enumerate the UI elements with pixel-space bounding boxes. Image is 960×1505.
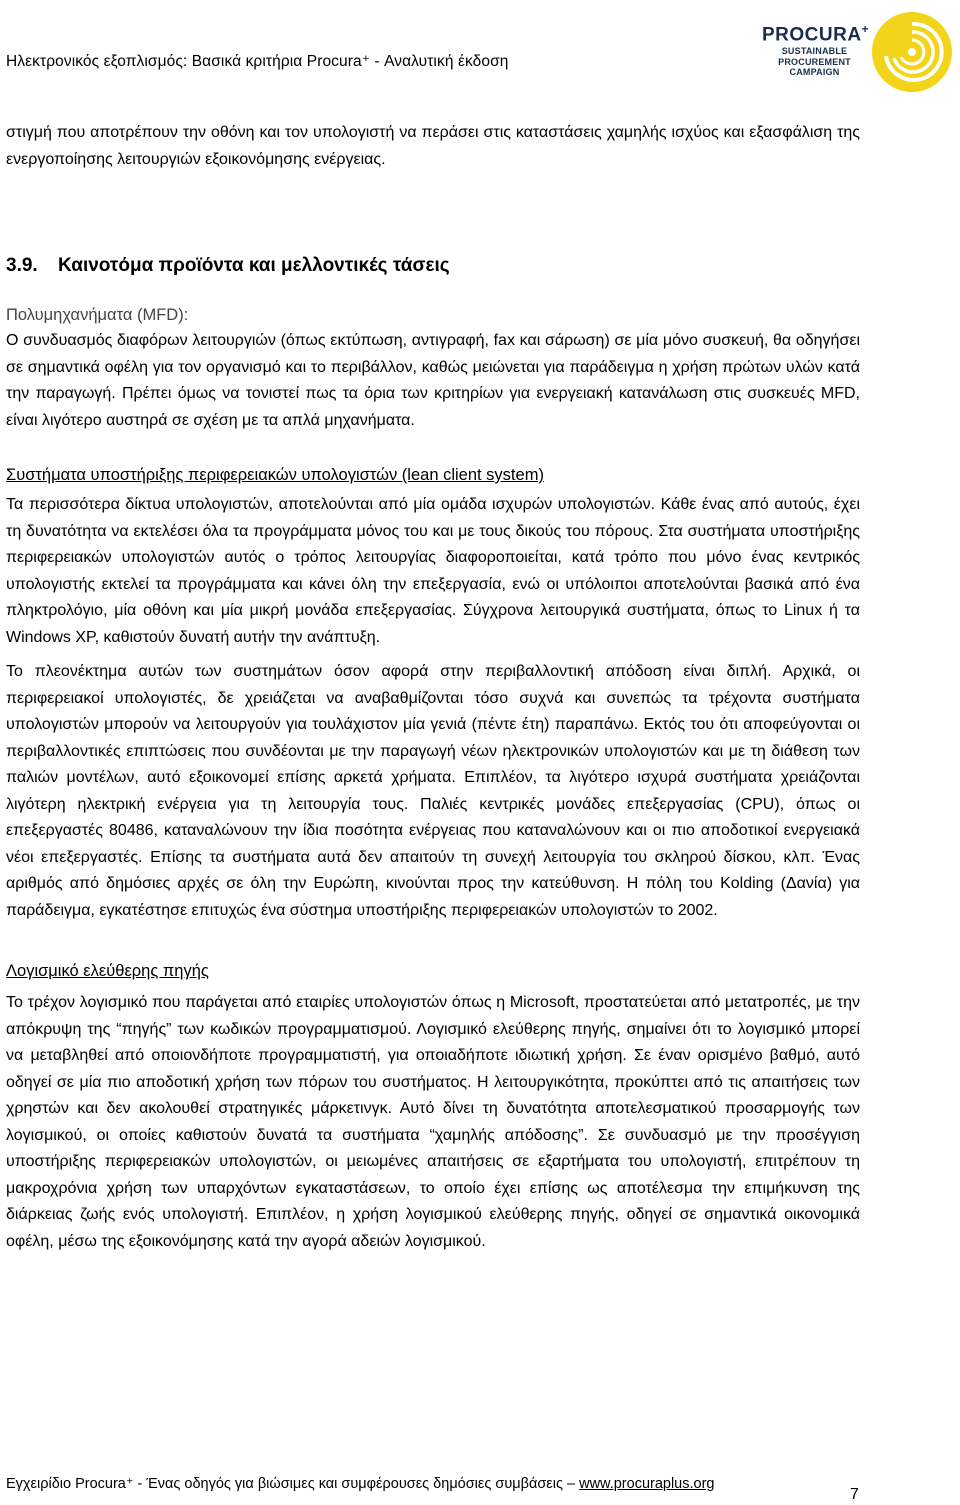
logo-line-2: PROCUREMENT — [778, 56, 851, 67]
logo-line-3: CAMPAIGN — [789, 67, 840, 78]
footer-url[interactable]: www.procuraplus.org — [579, 1476, 715, 1492]
footer-text: Εγχειρίδιο Procura⁺ - Ένας οδηγός για βιώσιμες και συμφέρουσες δημόσιες συμβάσεις – — [6, 1476, 576, 1492]
page-number: 7 — [850, 1486, 859, 1503]
logo-text — [762, 22, 870, 78]
running-footer — [6, 1476, 715, 1492]
sun-spiral-icon — [870, 10, 954, 94]
lean-client-paragraph-1: Τα περισσότερα δίκτυα υπολογιστών, αποτελούνται από μία ομάδα ισχυρών υπολογιστών. Κάθε ένας από αυτούς, έχει τη δυνατότητα να εκτελέσει όλα τα προγράμματα μόνος του και με τους δικούς του πόρους. Στα συστήματα υποστήριξης περιφερειακών υπολογιστών αυτός ο τρόπος λειτουργίας διαφοροποιείται, κατά τρόπο που μόνο ένας κεντρικός υπολογιστής εκτελεί τα προγράμματα και κάνει όλη την επεξεργασία, ενώ οι υπόλοιποι αποτελούνται βασικά από ένα πληκτρολόγιο, μία οθόνη και μία μικρή μονάδα επεξεργασίας. Σύγχρονα λειτουργικά συστήματα, όπως το Linux ή τα Windows XP, καθιστούν δυνατή αυτήν την ανάπτυξη. — [6, 496, 860, 646]
open-source-heading: Λογισμικό ελεύθερης πηγής — [6, 962, 209, 980]
procura-logo — [762, 10, 954, 94]
logo-line-1: SUSTAINABLE — [781, 46, 848, 57]
mfd-paragraph: Ο συνδυασμός διαφόρων λειτουργιών (όπως εκτύπωση, αντιγραφή, fax και σάρωση) σε μία μόνο συσκευή, θα οδηγήσει σε σημαντικά οφέλη για τον οργανισμό και το περιβάλλον, καθώς μειώνεται για παράδειγμα η χρήση πρώτων υλών κατά την παραγωγή. Πρέπει όμως να τονιστεί πως τα όρια των κριτηρίων για ενεργειακή κατανάλωση στις συσκευές MFD, είναι λιγότερο αυστηρά σε σχέση με τα απλά μηχανήματα. — [6, 332, 860, 429]
section-title: Καινοτόμα προϊόντα και μελλοντικές τάσεις — [58, 255, 450, 276]
section-heading — [6, 253, 860, 279]
logo-brand: PROCURA+ — [762, 22, 870, 46]
running-header: Ηλεκτρονικός εξοπλισμός: Βασικά κριτήρια Procura⁺ - Αναλυτική έκδοση — [6, 53, 509, 70]
page-content — [6, 120, 860, 1255]
intro-paragraph: στιγμή που αποτρέπουν την οθόνη και τον υπολογιστή να περάσει στις καταστάσεις χαμηλής ισχύος και εξασφάλιση της ενεργοποίησης λειτουργιών εξοικονόμησης ενέργειας. — [6, 124, 860, 168]
lean-client-heading: Συστήματα υποστήριξης περιφερειακών υπολογιστών (lean client system) — [6, 466, 544, 484]
mfd-heading: Πολυμηχανήματα (MFD): — [6, 306, 189, 324]
open-source-paragraph: Το τρέχον λογισμικό που παράγεται από εταιρίες υπολογιστών όπως η Microsoft, προστατεύεται από μετατροπές, με την απόκρυψη της “πηγής” των κωδικών προγραμματισμού. Λογισμικό ελεύθερης πηγής, σημαίνει ότι το λογισμικό μπορεί να μεταβληθεί από οποιονδήποτε προγραμματιστή, για οποιαδήποτε ιδιωτική χρήση. Σε έναν ορισμένο βαθμό, αυτό οδηγεί σε μία πιο αποδοτική χρήση των πόρων του συστήματος. Η λειτουργικότητα, προκύπτει από τις απαιτήσεις των χρηστών και δεν ακολουθεί στρατηγικές μάρκετινγκ. Αυτό δίνει τη δυνατότητα αποτελεσματικού προσαρμογής των λογισμικού, οι οποίες καθιστούν δυνατά τα συστήματα “χαμηλής απόδοσης”. Σε συνδυασμό με την προσέγγιση υποστήριξης περιφερειακών υπολογιστών, οι μειωμένες απαιτήσεις σε εξαρτήματα του υπολογιστή, επιτρέπουν τη μακροχρόνια χρήση των υπαρχόντων εγκαταστάσεων, το οποίο έχει επίσης ως αποτέλεσμα την επιμήκυνση της διάρκειας ζωής ενός υπολογιστή. Επιπλέον, η χρήση λογισμικού ελεύθερης πηγής, οδηγεί σε σημαντικά οικονομικά οφέλη, μέσω της εξοικονόμησης κατά την αγορά αδειών λογισμικού. — [6, 994, 860, 1250]
lean-client-paragraph-2: Το πλεονέκτημα αυτών των συστημάτων όσον αφορά στην περιβαλλοντική απόδοση είναι διπλή. Αρχικά, οι περιφερειακοί υπολογιστές, δε χρειάζεται να αναβαθμίζονται τόσο συχνά και συνεπώς τα τρέχοντα συστήματα υπολογιστών μπορούν να λειτουργούν για τουλάχιστον μία γενιά (πέντε έτη) παραπάνω. Εκτός του ότι αποφεύγονται οι περιβαλλοντικές επιπτώσεις που συνδέονται με την παραγωγή νέων ηλεκτρονικών υπολογιστών και με τη διάθεση των παλιών μοντέλων, αυτό εξοικονομεί επίσης αρκετά χρήματα. Επιπλέον, τα λιγότερο ισχυρά συστήματα χρειάζονται λιγότερη ηλεκτρική ενέργεια για τη λειτουργία τους. Παλιές κεντρικές μονάδες επεξεργασίας (CPU), όπως οι επεξεργαστές 80486, καταναλώνουν την ίδια ποσότητα ενέργειας που καταναλώνουν και οι πιο αποδοτικοί ενεργειακά νέοι επεξεργαστές. Επίσης τα συστήματα αυτά δεν απαιτούν τη συνεχή λειτουργία του σκληρού δίσκου, κλπ. Ένας αριθμός από δημόσιες αρχές σε όλη την Ευρώπη, κινούνται προς την κατεύθυνση. Η πόλη του Kolding (Δανία) για παράδειγμα, εγκατέστησε επιτυχώς ένα σύστημα υποστήριξης περιφερειακών υπολογιστών το 2002. — [6, 663, 860, 919]
section-number: 3.9. — [6, 255, 38, 276]
